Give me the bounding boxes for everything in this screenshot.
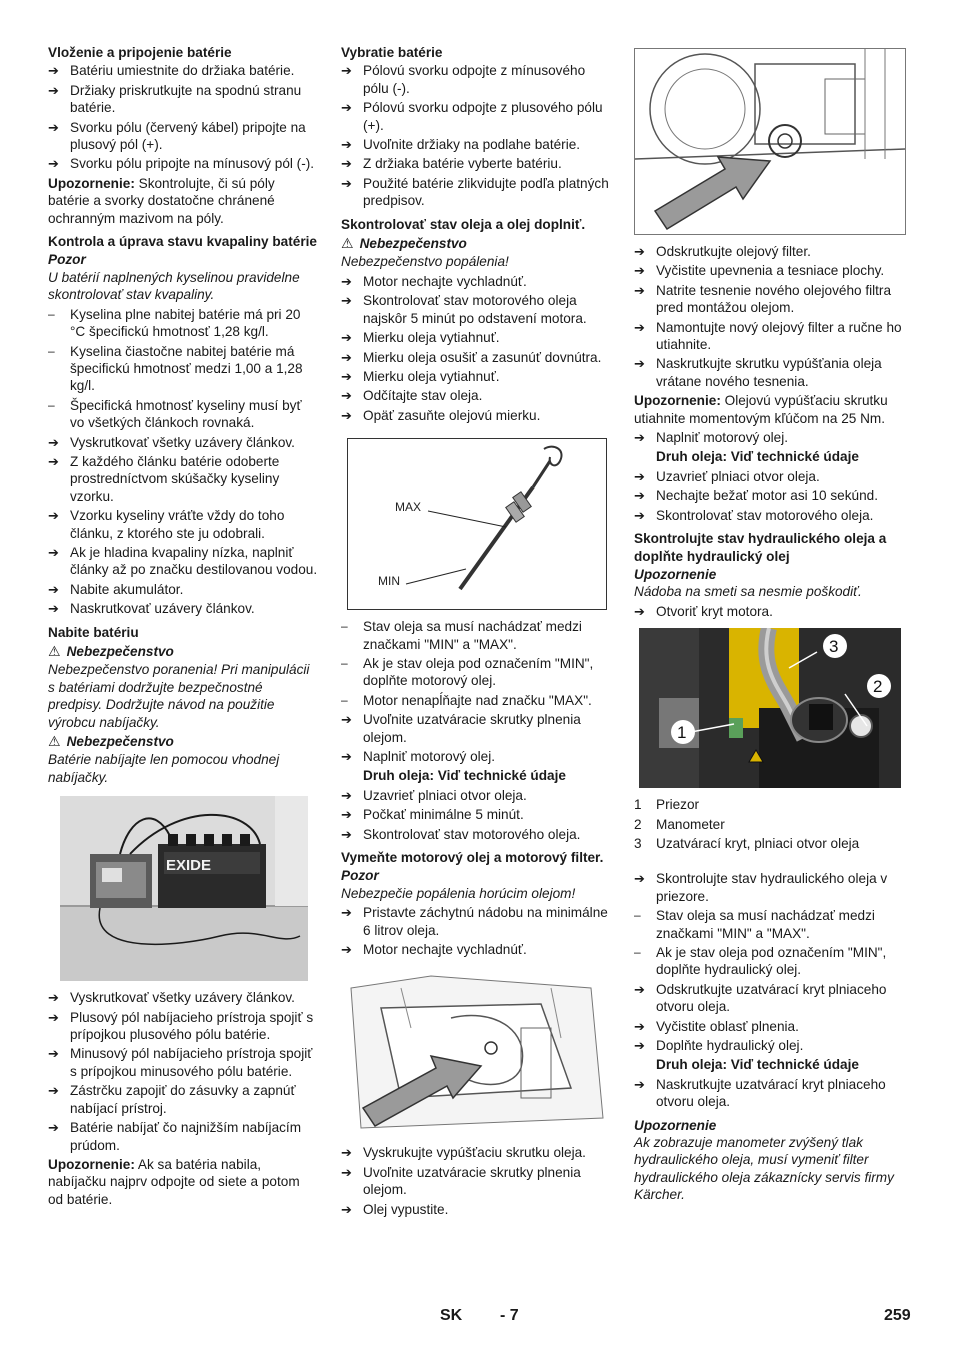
instruction-step [48,1009,318,1044]
oil-type: Druh oleja: Viď technické údaje [656,1057,859,1073]
arrow-right-icon: ➔ [341,942,352,958]
danger-label: ⚠ Nebezpečenstvo [341,235,467,252]
warning-triangle-icon: ⚠ [48,733,61,750]
steps-prepare-drain [341,904,611,958]
list-item [634,907,906,942]
arrow-right-icon: ➔ [341,137,352,153]
caution-label: Pozor [341,868,379,884]
dash-icon: – [341,692,348,707]
step-text: Vyskrukujte vypúšťaciu skrutku oleja. [363,1145,586,1161]
step-text: Otvoriť kryt motora. [656,603,773,619]
section-title-remove-battery: Vybratie batérie [341,45,443,60]
legend-number: 3 [634,835,642,851]
instruction-step [341,175,611,210]
instruction-step [341,1144,611,1161]
step-text: Odskrutkujte olejový filter. [656,244,811,259]
callout-3: 3 [829,637,839,657]
arrow-right-icon: ➔ [48,581,59,597]
instruction-step [48,155,318,172]
instruction-step [341,292,611,327]
legend-number: 1 [634,797,642,813]
arrow-right-icon: ➔ [634,1018,645,1034]
facts-hydraulic-level [634,907,906,979]
arrow-right-icon: ➔ [48,990,59,1006]
arrow-right-icon: ➔ [341,826,352,842]
steps-fill-engine-oil [634,429,906,446]
arrow-right-icon: ➔ [341,787,352,803]
legend-item [634,835,906,852]
oil-filter-figure [634,48,906,235]
instruction-step [48,434,318,451]
arrow-right-icon: ➔ [341,330,352,346]
step-text: Naplniť motorový olej. [656,430,789,446]
instruction-step [48,119,318,154]
instruction-step [634,1076,906,1111]
dash-icon: – [341,619,348,634]
instruction-step [341,1164,611,1199]
legend-text: Priezor [656,797,700,813]
arrow-right-icon: ➔ [634,319,645,335]
arrow-right-icon: ➔ [48,601,59,617]
dash-icon: – [634,908,641,923]
step-text: Uvoľnite uzatváracie skrutky plnenia olejom. [363,1164,581,1198]
step-text: Nechajte bežať motor asi 10 sekúnd. [656,488,878,504]
steps-after-fill [341,787,611,843]
steps-replace-filter [634,243,906,390]
callout-2: 2 [873,677,883,697]
arrow-right-icon: ➔ [341,407,352,423]
instruction-step [634,870,906,905]
instruction-step [341,826,611,843]
dash-icon: – [48,397,55,412]
instruction-step [341,368,611,385]
arrow-right-icon: ➔ [634,1076,645,1092]
list-item [48,306,318,341]
instruction-step [341,329,611,346]
step-text: Odčítajte stav oleja. [363,388,483,404]
arrow-right-icon: ➔ [48,434,59,450]
callout-1: 1 [677,723,687,743]
steps-insert-battery [48,62,318,172]
note-battery-poles: Upozornenie: Skontrolujte, či sú póly batérie a svorky dostatočne chránené ochranným mazivom na póly. [48,175,275,226]
section-title-insert-battery: Vloženie a pripojenie batérie [48,45,232,60]
step-text: Špecifická hmotnosť kyseliny musí byť vo všetkých článkoch rovnaká. [70,397,302,431]
figure-legend [634,796,906,852]
section-page-number: - 7 [500,1307,519,1324]
step-text: Z držiaka batérie vyberte batériu. [363,156,562,172]
dash-icon: – [48,306,55,321]
oil-type: Druh oleja: Viď technické údaje [656,449,859,465]
arrow-right-icon: ➔ [341,1201,352,1217]
instruction-step [48,989,318,1006]
instruction-step [48,581,318,598]
step-text: Pristavte záchytnú nádobu na minimálne 6 litrov oleja. [363,905,608,938]
step-text: Minusový pól nabíjacieho prístroja spojiť s prípojkou minusového pólu batérie. [70,1046,313,1079]
step-text: Naskrutkovať uzávery článkov. [70,601,255,617]
instruction-step [341,806,611,823]
section-title-change-oil: Vymeňte motorový olej a motorový filter. [341,850,604,865]
dash-icon: – [341,655,348,670]
step-text: Vyskrutkovať všetky uzávery článkov. [70,990,295,1006]
instruction-step [634,429,906,446]
instruction-step [634,262,906,279]
instruction-step [341,941,611,958]
danger-label-1: ⚠ Nebezpečenstvo [48,643,174,659]
step-text: Zástrčku zapojiť do zásuvky a zapnúť nabíjací prístroj. [70,1083,296,1116]
arrow-right-icon: ➔ [634,430,645,446]
step-text: Stav oleja sa musí nachádzať medzi značkami "MIN" a "MAX". [363,619,582,652]
hydraulic-tank-photo [639,628,901,788]
step-text: Použité batérie zlikvidujte podľa platných predpisov. [363,175,609,209]
arrow-right-icon: ➔ [341,712,352,728]
step-text: Svorku pólu pripojte na mínusový pól (-). [70,156,315,172]
arrow-right-icon: ➔ [341,1164,352,1180]
instruction-step [341,99,611,134]
notice-label: Upozornenie [634,566,717,582]
note-charger-disconnect: Upozornenie: Ak sa batéria nabila, nabíjačku najprv odpojte od siete a potom od batérie. [48,1156,300,1207]
arrow-right-icon: ➔ [341,63,352,79]
steps-run-engine [634,468,906,524]
arrow-right-icon: ➔ [48,82,59,98]
arrow-right-icon: ➔ [48,63,59,79]
instruction-step [634,1018,906,1035]
arrow-right-icon: ➔ [634,263,645,279]
caution-text: Nebezpečie popálenia horúcim olejom! [341,885,576,901]
section-title-check-oil: Skontrolovať stav oleja a olej doplniť. [341,216,586,232]
arrow-right-icon: ➔ [341,175,352,191]
instruction-step [341,155,611,172]
legend-item [634,816,906,833]
instruction-step [48,600,318,617]
arrow-right-icon: ➔ [634,603,645,619]
warning-triangle-icon: ⚠ [48,643,61,659]
step-text: Uvoľnite uzatváracie skrutky plnenia olejom. [363,712,581,745]
arrow-right-icon: ➔ [634,244,645,259]
list-item [341,655,611,690]
language-code: SK [440,1307,463,1324]
step-text: Batériu umiestnite do držiaka batérie. [70,63,295,79]
arrow-right-icon: ➔ [341,273,352,289]
legend-text: Manometer [656,816,725,832]
steps-check-oil [341,273,611,424]
list-item [48,397,318,432]
step-text: Vyčistite upevnenia a tesniace plochy. [656,263,885,279]
step-text: Kyselina čiastočne nabitej batérie má špecifickú hmotnosť medzi 1,00 a 1,28 kg/l. [70,343,303,394]
arrow-right-icon: ➔ [48,544,59,560]
arrow-right-icon: ➔ [48,508,59,524]
list-item [341,692,611,709]
step-text: Doplňte hydraulický olej. [656,1038,804,1053]
list-item [48,343,318,395]
list-item [634,944,906,979]
section-title-battery-fluid: Kontrola a úprava stavu kvapaliny batérie [48,234,317,250]
instruction-step [634,1037,906,1054]
instruction-step [341,136,611,153]
step-text: Vzorku kyseliny vráťte vždy do toho článku, z ktorého ste ju odobrali. [70,508,285,541]
arrow-right-icon: ➔ [341,1145,352,1161]
step-text: Skontrolujte stav hydraulického oleja v priezore. [656,871,888,904]
arrow-right-icon: ➔ [341,905,352,921]
instruction-step [48,453,318,505]
step-text: Natrite tesnenie nového olejového filtra pred montážou olejom. [656,282,892,316]
max-mark-label: MAX [395,500,422,515]
step-text: Odskrutkujte uzatvárací kryt plniaceho otvoru oleja. [656,981,887,1015]
step-text: Mierku oleja osušiť a zasunúť dovnútra. [363,349,602,365]
instruction-step [634,319,906,354]
instruction-step [634,468,906,485]
facts-acid-density [48,306,318,432]
arrow-right-icon: ➔ [634,507,645,523]
instruction-step [341,273,611,290]
instruction-step [341,407,611,424]
arrow-right-icon: ➔ [634,981,645,997]
arrow-right-icon: ➔ [48,119,59,135]
instruction-step [48,544,318,579]
steps-fill-oil [341,711,611,765]
steps-remove-battery [341,62,611,209]
step-text: Pólovú svorku odpojte z mínusového pólu (-). [363,63,586,96]
arrow-right-icon: ➔ [634,468,645,484]
arrow-right-icon: ➔ [634,488,645,504]
danger-text-2: Batérie nabíjajte len pomocou vhodnej nabíjačky. [48,752,280,785]
instruction-step [634,243,906,260]
step-text: Batérie nabíjať čo najnižším nabíjacím prúdom. [70,1120,302,1153]
warning-triangle-icon: ⚠ [341,235,354,252]
instruction-step [634,603,906,620]
notice-text-2: Ak zobrazuje manometer zvýšený tlak hydraulického oleja, musí vymeniť filter hydraulického oleja zákaznícky servis firmy Kärcher. [634,1135,894,1203]
step-text: Ak je stav oleja pod označením "MIN", doplňte hydraulický olej. [656,944,887,978]
instruction-step [48,62,318,79]
step-text: Kyselina plne nabitej batérie má pri 20 °C špecifickú hmotnosť 1,28 kg/l. [70,306,301,340]
step-text: Držiaky priskrutkujte na spodnú stranu batérie. [70,82,302,116]
steps-battery-fluid [48,434,318,618]
instruction-step [341,711,611,746]
step-text: Olej vypustite. [363,1201,449,1217]
arrow-right-icon: ➔ [341,748,352,764]
arrow-right-icon: ➔ [48,1083,59,1099]
step-text: Skontrolovať stav motorového oleja. [363,826,581,842]
steps-drain-oil [341,1144,611,1218]
facts-oil-level [341,618,611,709]
step-text: Vyčistite oblasť plnenia. [656,1018,799,1034]
section-title-charge-battery: Nabite batériu [48,624,139,640]
instruction-step [48,1119,318,1154]
notice-label-2: Upozornenie [634,1117,717,1133]
danger-text: Nebezpečenstvo popálenia! [341,254,509,270]
instruction-step [341,787,611,804]
step-text: Uvoľnite držiaky na podlahe batérie. [363,137,581,153]
step-text: Počkať minimálne 5 minút. [363,807,524,823]
arrow-right-icon: ➔ [341,156,352,172]
instruction-step [48,507,318,542]
instruction-step [341,62,611,97]
arrow-right-icon: ➔ [634,871,645,887]
instruction-step [341,748,611,765]
steps-refill-hydraulic [634,981,906,1055]
caution-text: U batérií naplnených kyselinou pravidelne skontrolovať stav kvapaliny. [48,269,300,303]
arrow-right-icon: ➔ [341,388,352,404]
column-2 [341,44,611,1220]
instruction-step [341,387,611,404]
step-text: Stav oleja sa musí nachádzať medzi značkami "MIN" a "MAX". [656,908,875,941]
step-text: Mierku oleja vytiahnuť. [363,368,500,384]
instruction-step [48,1045,318,1080]
step-text: Naplniť motorový olej. [363,748,496,764]
step-text: Motor nenapĺňajte nad značku "MAX". [363,692,592,708]
dipstick-figure [347,438,607,610]
arrow-right-icon: ➔ [341,368,352,384]
arrow-right-icon: ➔ [48,1120,59,1136]
instruction-step [48,82,318,117]
legend-number: 2 [634,816,642,832]
instruction-step [634,981,906,1016]
instruction-step [634,282,906,317]
instruction-step [341,904,611,939]
steps-check-sight-glass [634,870,906,905]
steps-open-cover [634,603,906,620]
step-text: Skontrolovať stav motorového oleja najskôr 5 minút po odstavení motora. [363,293,587,326]
column-1 [48,44,318,1210]
notice-text: Nádoba na smeti sa nesmie poškodiť. [634,584,862,600]
arrow-right-icon: ➔ [48,156,59,172]
arrow-right-icon: ➔ [634,282,645,298]
danger-text-1: Nebezpečenstvo poranenia! Pri manipulácii s batériami dodržujte bezpečnostné predpisy. Dodržujte návod na použitie výrobcu nabíjačky. [48,662,310,730]
battery-charger-photo [60,796,308,981]
instruction-step [48,1082,318,1117]
step-text: Namontujte nový olejový filter a ručne ho utiahnite. [656,319,902,353]
instruction-step [634,487,906,504]
instruction-step [634,507,906,524]
column-3 [634,44,906,1206]
step-text: Uzavrieť plniaci otvor oleja. [363,787,527,803]
steps-close-cap [634,1076,906,1111]
danger-label-2: ⚠ Nebezpečenstvo [48,733,174,750]
step-text: Mierku oleja vytiahnuť. [363,330,500,346]
step-text: Z každého článku batérie odoberte prostredníctvom skúšačky kyseliny vzorku. [70,453,280,504]
caution-label: Pozor [48,252,86,268]
instruction-step [341,1201,611,1218]
list-item [341,618,611,653]
arrow-right-icon: ➔ [634,356,645,372]
note-drain-torque: Upozornenie: Olejovú vypúšťaciu skrutku utiahnite momentovým kľúčom na 25 Nm. [634,393,888,426]
arrow-right-icon: ➔ [341,293,352,309]
page-number: 259 [884,1307,911,1324]
arrow-right-icon: ➔ [48,1009,59,1025]
step-text: Vyskrutkovať všetky uzávery článkov. [70,434,295,450]
instruction-step [634,355,906,390]
step-text: Naskrutkujte uzatvárací kryt plniaceho otvoru oleja. [656,1076,886,1110]
legend-text: Uzatvárací kryt, plniaci otvor oleja [656,835,860,851]
arrow-right-icon: ➔ [634,1038,645,1053]
arrow-right-icon: ➔ [341,807,352,823]
step-text: Naskrutkujte skrutku vypúšťania oleja vrátane nového tesnenia. [656,356,882,389]
step-text: Opäť zasuňte olejovú mierku. [363,407,541,423]
legend-item [634,796,906,813]
section-title-hydraulic-oil: Skontrolujte stav hydraulického oleja a doplňte hydraulický olej [634,531,887,564]
step-text: Motor nechajte vychladnúť. [363,273,527,289]
dash-icon: – [634,944,641,959]
oil-type: Druh oleja: Viď technické údaje [363,768,566,784]
step-text: Ak je hladina kvapaliny nízka, naplniť články až po značku destilovanou vodou. [70,544,318,578]
arrow-right-icon: ➔ [48,453,59,469]
battery-brand-label: EXIDE [166,857,212,875]
oil-drain-figure [341,968,611,1136]
step-text: Plusový pól nabíjacieho prístroja spojiť s prípojkou plusového pólu batérie. [70,1009,314,1043]
step-text: Skontrolovať stav motorového oleja. [656,507,874,523]
step-text: Nabite akumulátor. [70,581,184,597]
steps-charge-battery [48,989,318,1154]
step-text: Uzavrieť plniaci otvor oleja. [656,468,820,484]
dash-icon: – [48,343,55,358]
step-text: Motor nechajte vychladnúť. [363,942,527,958]
step-text: Svorku pólu (červený kábel) pripojte na plusový pól (+). [70,119,306,153]
min-mark-label: MIN [378,574,400,589]
arrow-right-icon: ➔ [341,349,352,365]
step-text: Pólovú svorku odpojte z plusového pólu (+). [363,100,603,133]
arrow-right-icon: ➔ [48,1046,59,1062]
step-text: Ak je stav oleja pod označením "MIN", doplňte motorový olej. [363,655,594,689]
instruction-step [341,349,611,366]
arrow-right-icon: ➔ [341,100,352,116]
